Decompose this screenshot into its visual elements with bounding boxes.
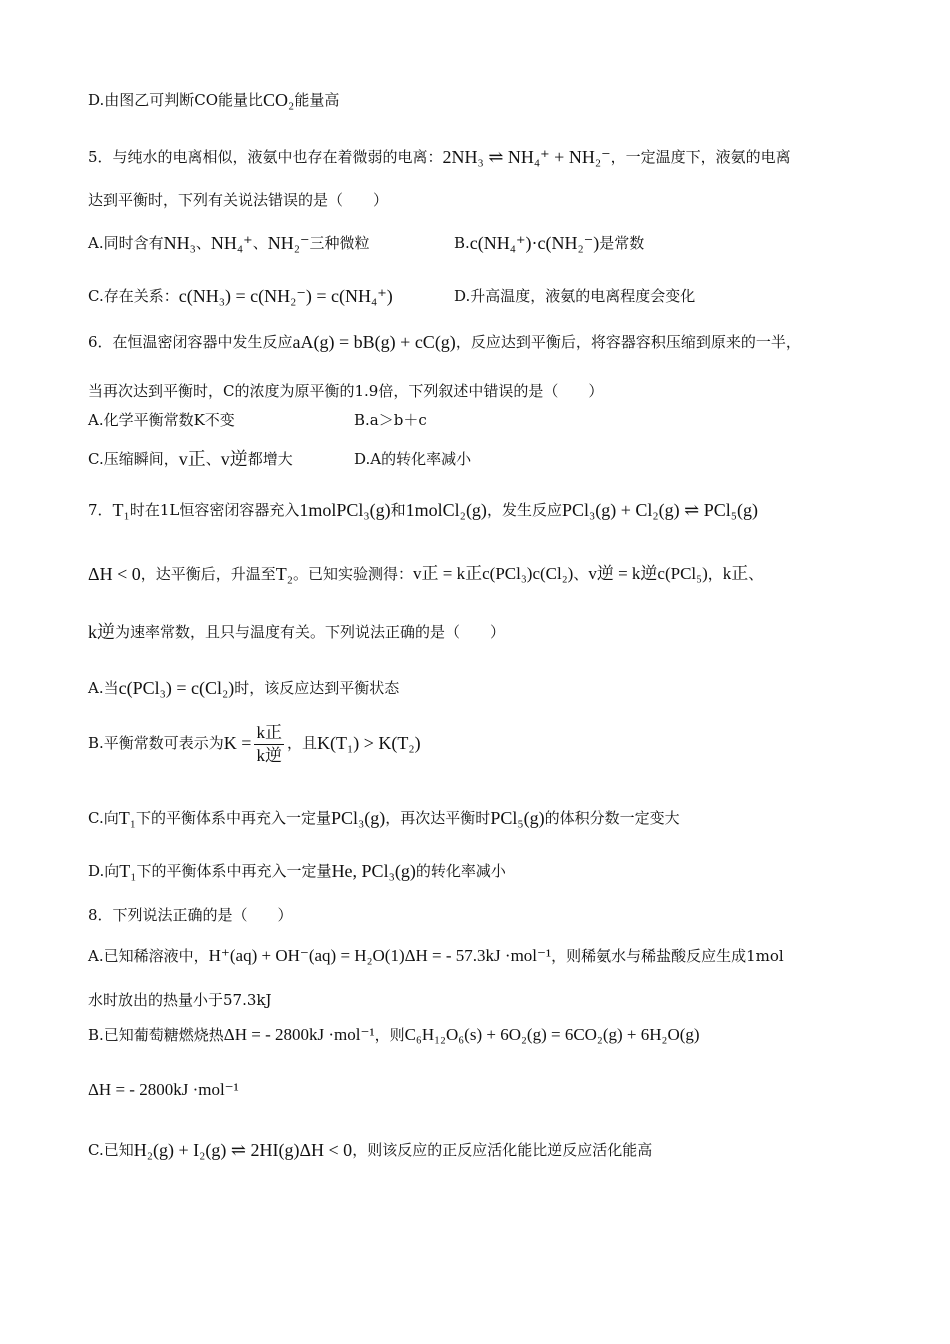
question-6-stem: 6．在恒温密闭容器中发生反应aA(g) = bB(g) + cC(g)，反应达到平衡后，将容器容积压缩到原来的一半， [88, 332, 801, 352]
option-7a: A.当c(PCl₃) = c(Cl₂)时，该反应达到平衡状态 [88, 678, 400, 698]
question-8-stem: 8．下列说法正确的是（ ） [88, 906, 293, 924]
formula: T₂ [275, 564, 294, 584]
option-5d: D.升高温度，液氨的电离程度会变化 [454, 287, 696, 305]
line-option-d-q4: D.由图乙可判断CO能量比CO₂能量高 [88, 90, 340, 110]
formula: K = [223, 733, 252, 753]
formula: C₆H₁₂O₆(s) + 6O₂(g) = 6CO₂(g) + 6H₂O(g) [404, 1025, 700, 1044]
fraction [254, 722, 284, 767]
formula: NH₃ [163, 233, 196, 253]
formula: k逆 [88, 622, 115, 642]
formula: H₂(g) + I₂(g) ⇌ 2HI(g)ΔH < 0 [133, 1140, 353, 1160]
formula: He, PCl₃(g) [331, 861, 416, 881]
formula: k正 [722, 564, 749, 583]
option-6a: A.化学平衡常数K不变 [88, 411, 235, 429]
formula: 2NH₃ ⇌ NH₄⁺ + NH₂⁻ [442, 147, 611, 167]
formula: PCl₃(g) + Cl₂(g) ⇌ PCl₅(g) [561, 500, 759, 520]
formula: c(NH₃) = c(NH₂⁻) = c(NH₄⁺) [178, 286, 393, 306]
option-8a: A.已知稀溶液中，H⁺(aq) + OH⁻(aq) = H₂O(1)ΔH = - 57.3kJ ·mol⁻¹，则稀氨水与稀盐酸反应生成1mol [88, 946, 784, 965]
formula: 1molCl₂(g) [405, 500, 487, 520]
question-6-stem-cont: 当再次达到平衡时，C的浓度为原平衡的1.9倍，下列叙述中错误的是（ ） [88, 382, 604, 400]
question-7-stem-end: k逆为速率常数，且只与温度有关。下列说法正确的是（ ） [88, 622, 506, 642]
option-8a-cont: 水时放出的热量小于57.3kJ [88, 991, 272, 1009]
option-8b: B.已知葡萄糖燃烧热ΔH = - 2800kJ ·mol⁻¹，则C₆H₁₂O₆(s) + 6O₂(g) = 6CO₂(g) + 6H₂O(g) [88, 1025, 700, 1044]
formula: v逆 [220, 449, 248, 469]
option-5a: A.同时含有NH₃、NH₄⁺、NH₂⁻三种微粒 [88, 233, 370, 253]
formula: NH₄⁺ [210, 233, 253, 253]
fraction-numerator: k正 [254, 722, 284, 745]
formula: 1molPCl₃(g) [299, 500, 391, 520]
formula: aA(g) = bB(g) + cC(g) [292, 332, 456, 352]
question-7-stem-cont: ΔH < 0，达平衡后，升温至T₂。已知实验测得：v正 = k正c(PCl₃)c(Cl₂)、v逆 = k逆c(PCl₅)，k正、 [88, 564, 764, 584]
formula: v逆 = k逆c(PCl₅) [588, 564, 708, 583]
formula: T₁ [112, 500, 130, 520]
option-8c: C.已知H₂(g) + I₂(g) ⇌ 2HI(g)ΔH < 0，则该反应的正反应活化能比逆反应活化能高 [88, 1140, 653, 1160]
formula: NH₂⁻ [267, 233, 310, 253]
question-5-stem: 5．与纯水的电离相似，液氨中也存在着微弱的电离：2NH₃ ⇌ NH₄⁺ + NH₂⁻，一定温度下，液氨的电离 [88, 147, 791, 167]
formula: K(T₁) > K(T₂) [316, 733, 421, 753]
option-5c: C.存在关系：c(NH₃) = c(NH₂⁻) = c(NH₄⁺) [88, 286, 393, 306]
formula: CO₂ [263, 90, 295, 110]
fraction-denominator: k逆 [256, 745, 282, 765]
option-7c: C.向T₁下的平衡体系中再充入一定量PCl₃(g)，再次达平衡时PCl₅(g)的体积分数一定变大 [88, 808, 680, 828]
option-8b-cont [88, 1080, 239, 1100]
formula: ΔH = - 2800kJ ·mol⁻¹ [223, 1025, 375, 1044]
option-6c: C.压缩瞬间，v正、v逆都增大 [88, 449, 293, 469]
question-5-stem-cont: 达到平衡时，下列有关说法错误的是（ ） [88, 191, 389, 209]
formula: ΔH < 0 [88, 564, 141, 584]
formula: T₁ [118, 808, 136, 828]
option-7b: B.平衡常数可表示为K = $\frac{\text{k正}}{\text{k逆}}$ ，且K(T₁) > K(T₂) [88, 722, 421, 765]
formula: PCl₃(g) [331, 808, 386, 828]
option-5b: B.c(NH₄⁺)·c(NH₂⁻)是常数 [454, 233, 645, 253]
formula: v正 = k正c(PCl₃)c(Cl₂) [413, 564, 574, 583]
formula: c(NH₄⁺)·c(NH₂⁻) [469, 233, 600, 253]
formula: v正 [178, 449, 206, 469]
formula: T₁ [119, 861, 137, 881]
question-7-stem: 7．T₁时在1L恒容密闭容器充入1molPCl₃(g)和1molCl₂(g)，发生反应PCl₃(g) + Cl₂(g) ⇌ PCl₅(g) [88, 500, 759, 520]
formula: c(PCl₃) = c(Cl₂) [118, 678, 235, 698]
formula: H⁺(aq) + OH⁻(aq) = H₂O(1)ΔH = - 57.3kJ ·mol⁻¹ [208, 946, 552, 965]
formula: ΔH = - 2800kJ ·mol⁻¹ [88, 1080, 239, 1099]
option-6b: B.a＞b＋c [354, 411, 427, 429]
option-7d: D.向T₁下的平衡体系中再充入一定量He, PCl₃(g)的转化率减小 [88, 861, 506, 881]
option-6d: D.A的转化率减小 [354, 450, 472, 468]
formula: PCl₅(g) [490, 808, 545, 828]
